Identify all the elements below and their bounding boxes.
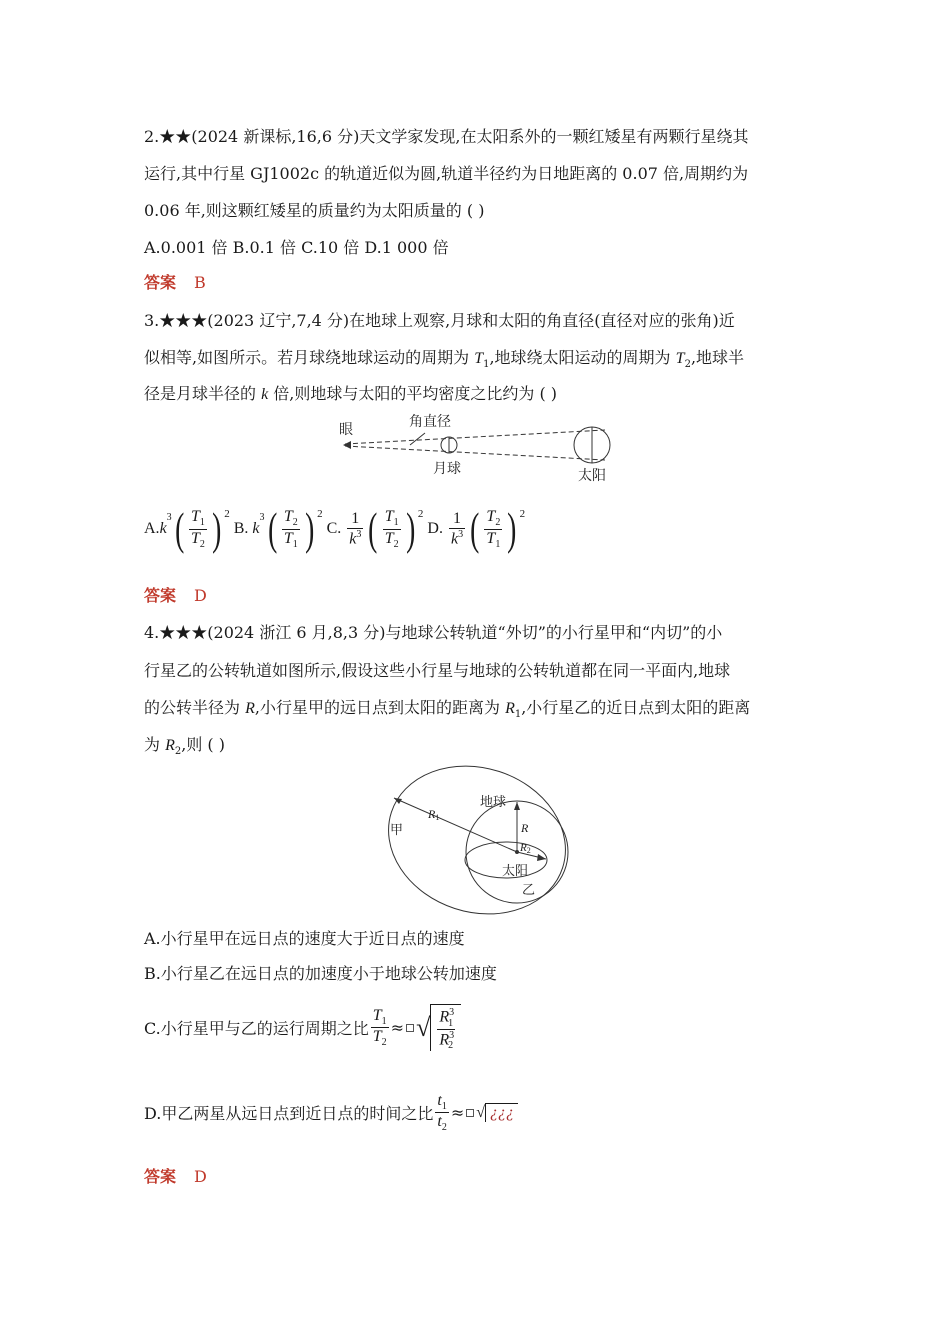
q4-line-2: 行星乙的公转轨道如图所示,假设这些小行星与地球的公转轨道都在同一平面内,地球 <box>144 661 731 680</box>
answer-value: D <box>194 1167 207 1186</box>
moon-label: 月球 <box>433 461 461 477</box>
q3-option-d-label: D. <box>427 520 443 537</box>
earth-label: 地球 <box>480 795 507 810</box>
answer-label: 答案 <box>144 586 177 605</box>
q4-c-fraction: $\frac{T_1}{T_2}$ <box>372 1006 387 1049</box>
q4-c-sqrt: √ $\frac{R^3_1}{R^3_2}$ <box>416 1004 461 1051</box>
q3-line-1: 3.★★★(2023 辽宁,7,4 分)在地球上观察,月球和太阳的角直径(直径对应的张角)近 <box>144 311 735 330</box>
q4-d-fraction: $\frac{t_1}{t_2}$ <box>437 1092 447 1134</box>
placeholder-box-icon <box>406 1024 414 1032</box>
r2-label: R2 <box>520 842 531 855</box>
r-label: R <box>521 821 529 835</box>
q4-line-3: 的公转半径为 R,小行星甲的远日点到太阳的距离为 $R_1$,小行星乙的近日点到太阳的距离 <box>144 698 751 721</box>
r1-label: R1 <box>428 807 440 822</box>
q3-option-b-label: B. <box>233 520 249 537</box>
upper-sight-line <box>345 430 605 444</box>
q3-options: A. k $^3$ ( $\frac{T_1}{T_2}$ ) 2 B. k $^3$ ( $\frac{T_2}{T_1}$ ) 2 C. $\frac{1}{k^3}$ ( $\frac{T_1}{T_2}$ ) 2 D. $\frac{1}{k^3}$ ( $\frac{T_2}{T_1}$ ) 2 <box>144 503 526 554</box>
q3-option-a-label: A. <box>144 520 160 537</box>
q3-line-3: 径是月球半径的 k 倍,则地球与太阳的平均密度之比约为 ( ) <box>144 384 558 403</box>
q2-options: A.0.001 倍 B.0.1 倍 C.10 倍 D.1 000 倍 <box>144 238 449 257</box>
q2-line-3: 0.06 年,则这颗红矮星的质量约为太阳质量的 ( ) <box>144 201 485 220</box>
answer-label: 答案 <box>144 1167 177 1186</box>
answer-value: B <box>194 273 206 292</box>
q3-option-b-expr: ( $\frac{T_2}{T_1}$ ) 2 <box>267 503 323 554</box>
q4-d-sqrt: √ ¿¿¿ <box>476 1103 518 1122</box>
q3-figure <box>335 410 625 488</box>
q4-option-d: D.甲乙两星从远日点到近日点的时间之比 $\frac{t_1}{t_2}$ ≈ √ ¿¿¿ <box>144 1092 518 1133</box>
q3-answer <box>144 585 207 607</box>
q4-option-c: C.小行星甲与乙的运行周期之比 $\frac{T_1}{T_2}$ ≈ √ $\frac{R^3_1}{R^3_2}$ <box>144 1004 461 1051</box>
jia-label: 甲 <box>390 823 404 838</box>
q3-line-2: 似相等,如图所示。若月球绕地球运动的周期为 $T_1$,地球绕太阳运动的周期为 $T_2$,地球半 <box>144 348 745 371</box>
arrow-r-icon <box>514 802 520 810</box>
q4-line-1: 4.★★★(2024 浙江 6 月,8,3 分)与地球公转轨道“外切”的小行星甲和“内切”的小 <box>144 623 723 642</box>
yi-label: 乙 <box>522 883 536 898</box>
sun-dot <box>515 850 519 854</box>
q4-option-a: A.小行星甲在远日点的速度大于近日点的速度 <box>144 929 465 948</box>
eye-label: 眼 <box>339 422 353 438</box>
q4-answer <box>144 1166 207 1188</box>
q3-option-c-label: C. <box>326 520 342 537</box>
eye-icon <box>343 441 351 449</box>
angle-pointer <box>410 433 425 445</box>
q4-option-b: B.小行星乙在远日点的加速度小于地球公转加速度 <box>144 964 497 983</box>
q4-line-4: 为 $R_2$,则 ( ) <box>144 735 225 758</box>
q4-orbit-figure <box>380 762 575 918</box>
answer-value: D <box>194 586 207 605</box>
q2-line-1: 2.★★(2024 新课标,16,6 分)天文学家发现,在太阳系外的一颗红矮星有两颗行星绕其 <box>144 127 749 146</box>
q3-option-a-expr: ( $\frac{T_1}{T_2}$ ) 2 <box>174 503 230 554</box>
placeholder-box-icon <box>466 1109 474 1117</box>
sun-label: 太阳 <box>502 864 529 879</box>
lower-sight-line <box>345 446 605 460</box>
q2-answer <box>144 272 206 294</box>
q2-line-2: 运行,其中行星 GJ1002c 的轨道近似为圆,轨道半径约为日地距离的 0.07 倍,周期约为 <box>144 164 749 183</box>
angle-label: 角直径 <box>409 414 451 430</box>
q3-option-d-expr: ( $\frac{T_2}{T_1}$ ) 2 <box>470 503 526 554</box>
sun-label: 太阳 <box>578 468 606 484</box>
q3-option-c-expr: ( $\frac{T_1}{T_2}$ ) 2 <box>368 503 424 554</box>
arrow-r2-icon <box>537 854 546 861</box>
answer-label: 答案 <box>144 273 177 292</box>
